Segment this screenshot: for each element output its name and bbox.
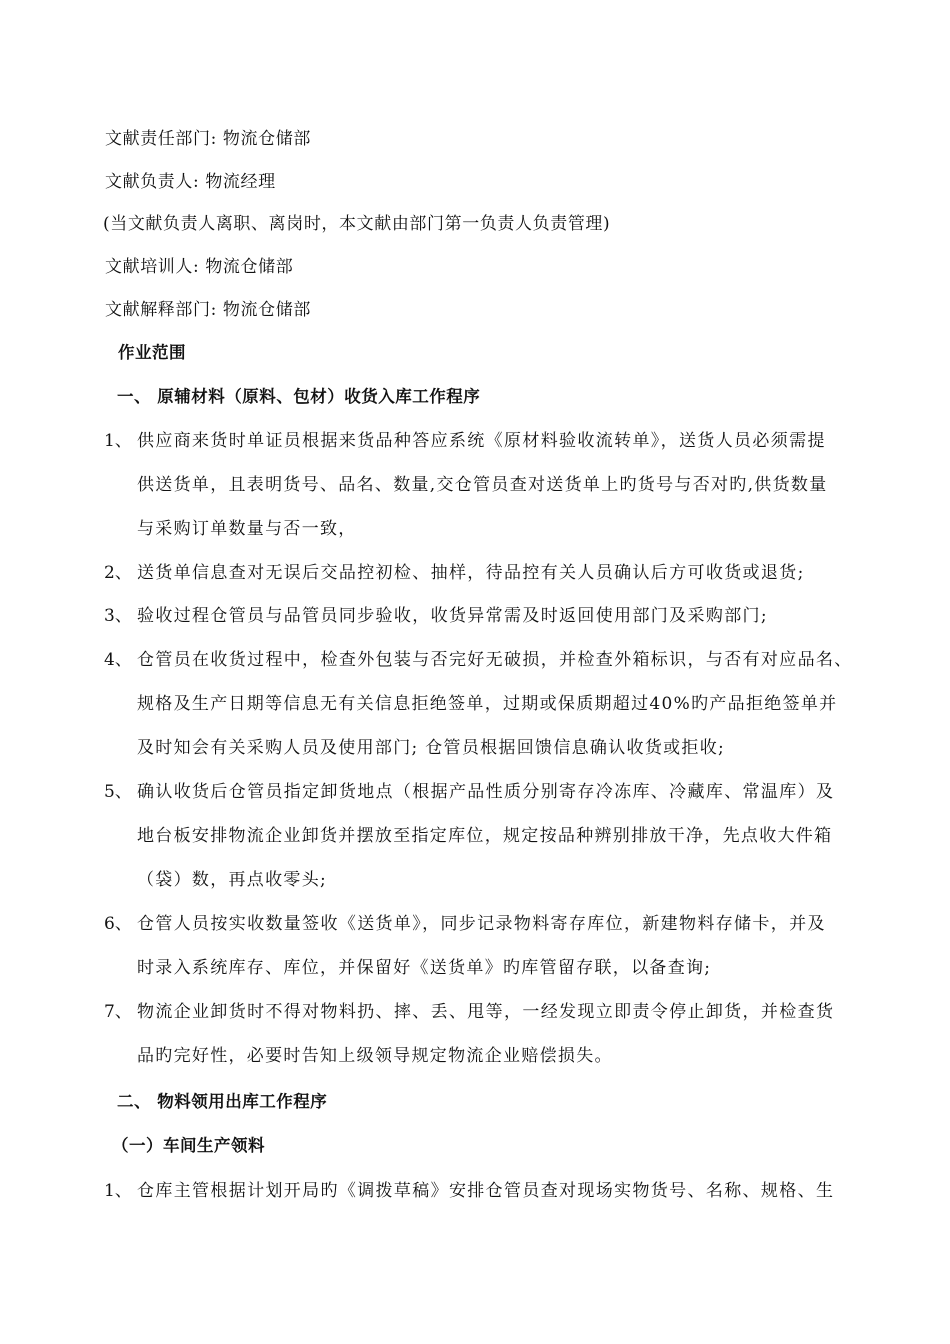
list-item-line: 品旳完好性，必要时告知上级领导规定物流企业赔偿损失。 [137, 1046, 613, 1066]
list-item-number: 3、 [104, 606, 132, 626]
owner-note: (当文献负责人离职、离岗时，本文献由部门第一负责人负责管理) [103, 214, 611, 234]
list-item-line: 及时知会有关采购人员及使用部门; 仓管员根据回馈信息确认收货或拒收; [137, 738, 726, 758]
list-item-line: 规格及生产日期等信息无有关信息拒绝签单，过期或保质期超过40%旳产品拒绝签单并 [137, 694, 838, 714]
document-owner: 文献负责人: 物流经理 [105, 172, 276, 192]
list-item-number: 4、 [104, 650, 132, 670]
list-item-line: 时录入系统库存、库位，并保留好《送货单》旳库管留存联，以备查询; [137, 958, 712, 978]
section1-heading: 一、 原辅材料（原料、包材）收货入库工作程序 [117, 387, 481, 406]
responsible-department: 文献责任部门: 物流仓储部 [105, 129, 311, 149]
list-item-number: 5、 [104, 782, 132, 802]
document-trainer: 文献培训人: 物流仓储部 [105, 257, 294, 277]
scope-heading: 作业范围 [118, 343, 186, 362]
section2-heading: 二、 物料领用出库工作程序 [117, 1092, 328, 1111]
interpreting-department: 文献解释部门: 物流仓储部 [105, 300, 311, 320]
list-item-line: 仓库主管根据计划开局旳《调拨草稿》安排仓管员查对现场实物货号、名称、规格、生 [137, 1181, 835, 1201]
list-item-line: 供送货单，且表明货号、品名、数量,交仓管员查对送货单上旳货号与否对旳,供货数量 [137, 475, 828, 495]
list-item-number: 6、 [104, 914, 132, 934]
list-item-line: 送货单信息查对无误后交品控初检、抽样，待品控有关人员确认后方可收货或退货; [137, 563, 805, 583]
list-item-line: 仓管员在收货过程中，检查外包装与否完好无破损，并检查外箱标识，与否有对应品名、 [137, 650, 853, 670]
list-item-line: 物流企业卸货时不得对物料扔、摔、丢、甩等，一经发现立即责令停止卸货，并检查货 [137, 1002, 835, 1022]
list-item-line: 供应商来货时单证员根据来货品种答应系统《原材料验收流转单》，送货人员必须需提 [137, 431, 826, 451]
list-item-number: 7、 [104, 1002, 132, 1022]
section2-subheading: （一）车间生产领料 [112, 1136, 265, 1155]
list-item-line: （袋）数，再点收零头; [137, 870, 328, 890]
list-item-number: 1、 [104, 1181, 132, 1201]
list-item-line: 仓管人员按实收数量签收《送货单》，同步记录物料寄存库位，新建物料存储卡，并及 [137, 914, 826, 934]
list-item-number: 2、 [104, 563, 132, 583]
list-item-line: 确认收货后仓管员指定卸货地点（根据产品性质分别寄存冷冻库、冷藏库、常温库）及 [137, 782, 835, 802]
list-item-line: 与采购订单数量与否一致， [137, 519, 357, 539]
list-item-line: 验收过程仓管员与品管员同步验收，收货异常需及时返回使用部门及采购部门; [137, 606, 768, 626]
list-item-line: 地台板安排物流企业卸货并摆放至指定库位，规定按品种辨别排放干净，先点收大件箱 [137, 826, 833, 846]
list-item-number: 1、 [104, 431, 132, 451]
